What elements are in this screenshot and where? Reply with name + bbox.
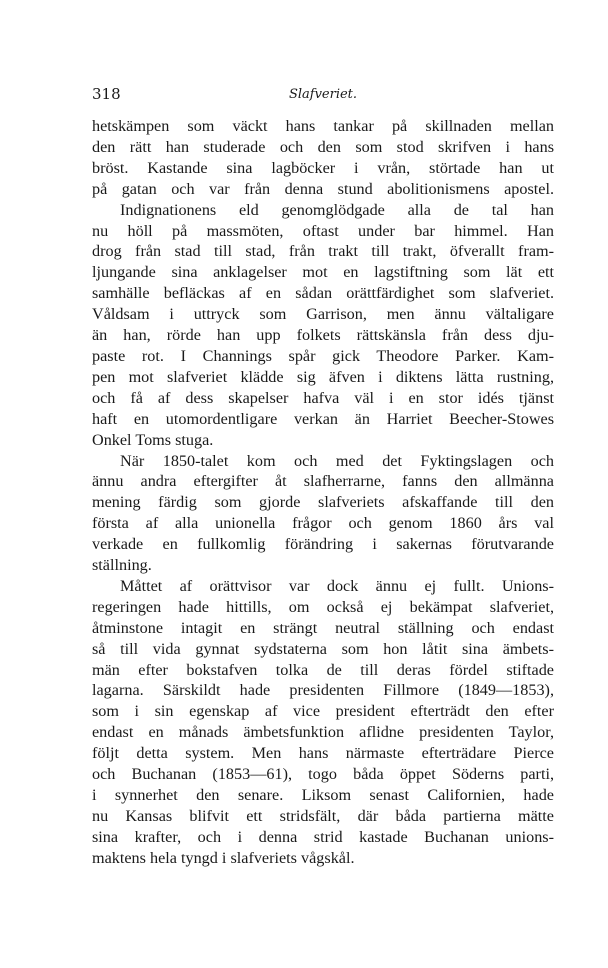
- text-line: Måttet af orättvisor var dock ännu ej fullt. Unions-: [120, 576, 554, 595]
- text-line: maktens hela tyngd i slafveriets vågskål.: [92, 848, 355, 867]
- text-line: den rätt han studerade och den som stod skrifven i hans: [92, 137, 554, 156]
- text-line: män efter bokstafven tolka de till deras fördel stiftade: [92, 660, 554, 679]
- text-line: Onkel Toms stuga.: [92, 430, 214, 449]
- text-line: samhälle befläckas af en sådan orättfärdighet som slafveriet.: [92, 284, 554, 303]
- text-line: verkade en fullkomlig förändring i sakernas förutvarande: [92, 535, 554, 554]
- text-line: som i sin egenskap af vice president efterträdt den efter: [92, 702, 554, 721]
- body-text: [92, 116, 554, 869]
- text-line: och Buchanan (1853—61), togo båda öppet Söderns parti,: [92, 765, 554, 784]
- text-line: än han, rörde han upp folkets rättskänsla från dess dju-: [92, 326, 554, 345]
- text-line: följt detta system. Men hans närmaste efterträdare Pierce: [92, 744, 554, 763]
- text-line: hetskämpen som väckt hans tankar på skillnaden mellan: [92, 117, 554, 135]
- text-line: endast en månads ämbetsfunktion aflidne presidenten Taylor,: [92, 723, 554, 742]
- text-line: Indignationens eld genomglödgade alla de tal han: [120, 200, 554, 219]
- text-line: ljungande sina anklagelser mot en lagstiftning som lät ett: [92, 263, 554, 282]
- text-line: regeringen hade hittills, om också ej bekämpat slafveriet,: [92, 597, 554, 616]
- page-number: 318: [92, 85, 121, 103]
- text-line: på gatan och var från denna stund abolitionismens apostel.: [92, 179, 554, 198]
- text-line: När 1850-talet kom och med det Fyktingslagen och: [120, 451, 554, 470]
- text-line: paste rot. I Channings spår gick Theodore Parker. Kam-: [92, 346, 554, 365]
- text-line: bröst. Kastande sina lagböcker i vrån, störtade han ut: [92, 158, 554, 177]
- text-line: första af alla unionella frågor och genom 1860 års val: [92, 514, 554, 533]
- running-title: Slafveriet.: [288, 87, 358, 102]
- text-line: pen mot slafveriet klädde sig äfven i diktens lätta rustning,: [92, 367, 554, 386]
- text-line: ställning.: [92, 556, 152, 575]
- text-line: nu höll på massmöten, oftast under bar himmel. Han: [92, 221, 554, 240]
- text-line: lagarna. Särskildt hade presidenten Fillmore (1849—1853),: [92, 681, 554, 700]
- text-line: så till vida gynnat sydstaterna som hon låtit sina ämbets-: [92, 639, 554, 658]
- text-line: drog från stad till stad, från trakt till trakt, öfverallt fram-: [92, 242, 554, 261]
- text-line: haft en utomordentligare verkan än Harriet Beecher-Stowes: [92, 409, 554, 428]
- text-line: i synnerhet den senare. Liksom senast Californien, hade: [92, 786, 554, 804]
- text-line: åtminstone intagit en strängt neutral ställning och endast: [92, 618, 554, 637]
- text-line: och få af dess skapelser hafva väl i en stor idés tjänst: [92, 388, 554, 407]
- page-header: [92, 85, 554, 107]
- text-line: nu Kansas blifvit ett stridsfält, där båda partierna mätte: [92, 806, 554, 825]
- text-line: mening färdig som gjorde slafveriets afskaffande till den: [92, 493, 554, 512]
- text-line: ännu andra eftergifter åt slafherrarne, fanns den allmänna: [92, 472, 554, 491]
- text-line: sina krafter, och i denna strid kastade Buchanan unions-: [92, 827, 554, 846]
- text-line: Våldsam i uttryck som Garrison, men ännu vältaligare: [92, 305, 554, 324]
